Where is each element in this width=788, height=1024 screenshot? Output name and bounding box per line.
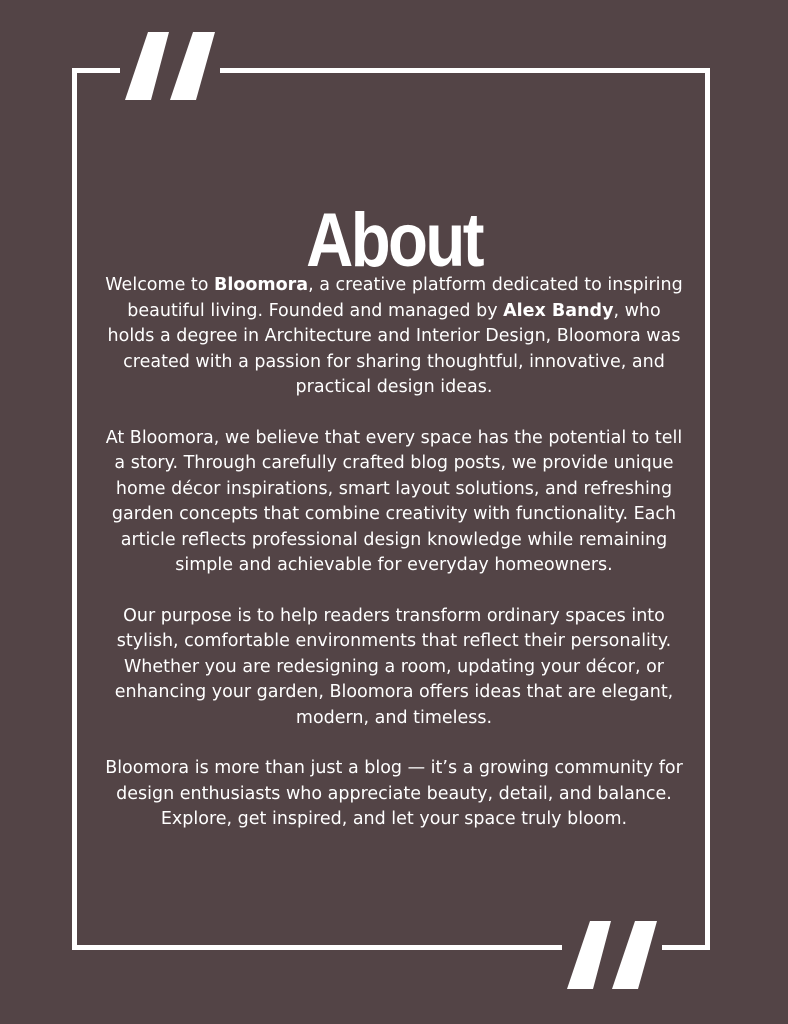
double-quote-icon [120, 32, 220, 104]
intro-paragraph: Welcome to Bloomora, a creative platform dedicated to inspiring beautiful living. Founded and managed by Alex Bandy, who holds a degree in Architecture and Interior Design, Bloomora was created with a passion for sharing thoughtful, innovative, and practical design ideas. [105, 275, 683, 397]
founder-name: Alex Bandy [503, 300, 614, 321]
about-content [104, 273, 684, 858]
belief-paragraph: At Bloomora, we believe that every space has the potential to tell a story. Through carefully crafted blog posts, we provide unique home décor inspirations, smart layout solutions, and refreshing garden concepts that combine creativity with functionality. Each article reflects professional design knowledge while remaining simple and achievable for everyday homeowners. [105, 427, 683, 575]
page-title: About [306, 197, 482, 283]
community-paragraph: Bloomora is more than just a blog — it’s a growing community for design enthusiasts who appreciate beauty, detail, and balance. Explore, get inspired, and let your space truly bloom. [105, 758, 683, 829]
brand-name: Bloomora [214, 275, 309, 295]
purpose-paragraph: Our purpose is to help readers transform ordinary spaces into stylish, comfortable environments that reflect their personality. Whether you are redesigning a room, updating your décor, or enhancing your garden, Bloomora offers ideas that are elegant, modern, and timeless. [114, 605, 674, 728]
double-quote-icon [562, 921, 662, 993]
